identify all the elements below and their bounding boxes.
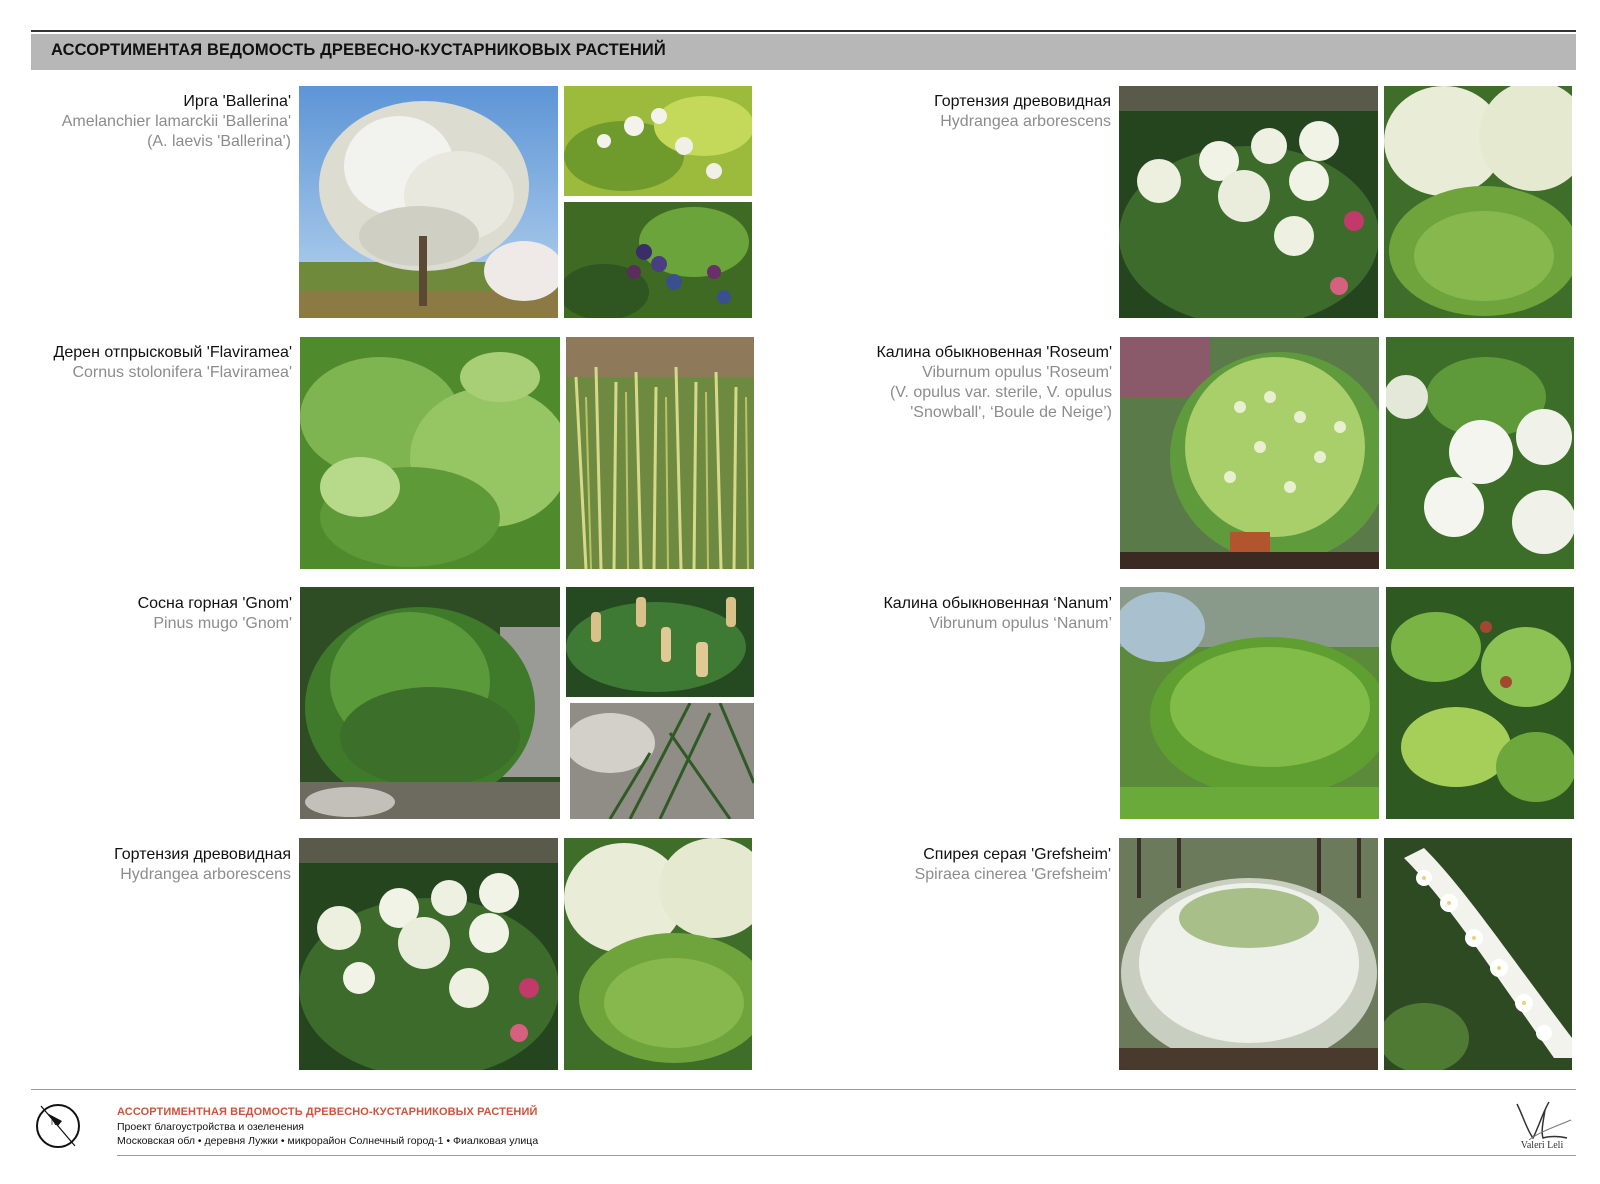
plant-synonym: (V. opulus var. sterile, V. opulus <box>889 384 1112 401</box>
plant-label-cornus <box>2 343 292 383</box>
plant-label-viburnum-roseum <box>782 343 1112 423</box>
photo-viburnum-nanum-leaves <box>1386 587 1574 819</box>
header-rule <box>31 30 1576 32</box>
author-logo-text: Valeri Leli <box>1520 1140 1564 1151</box>
plant-label-spiraea <box>781 845 1111 885</box>
plant-label-amelanchier <box>1 92 291 152</box>
plant-latin-name: Hydrangea arborescens <box>940 113 1111 130</box>
plant-synonym: (A. laevis 'Ballerina') <box>147 133 291 150</box>
plant-common-name: Гортензия древовидная <box>934 93 1111 110</box>
footer-rule-top <box>31 1089 1576 1090</box>
plant-label-viburnum-nanum <box>782 594 1112 634</box>
north-label: N <box>51 1118 57 1127</box>
photo-amelanchier-tree <box>299 86 558 318</box>
plant-common-name: Ирга 'Ballerina' <box>183 93 291 110</box>
photo-amelanchier-berries <box>564 202 752 318</box>
footer-subtitle: Проект благоустройства и озеленения <box>117 1121 304 1133</box>
photo-spiraea-flowers <box>1384 838 1572 1070</box>
photo-amelanchier-flowers <box>564 86 752 196</box>
photo-hydrangea-leaf-right <box>1384 86 1572 318</box>
plant-label-hydrangea-right <box>781 92 1111 132</box>
plant-common-name: Спирея серая 'Grefsheim' <box>923 846 1111 863</box>
plant-common-name: Сосна горная 'Gnom' <box>137 595 292 612</box>
plant-common-name: Калина обыкновенная 'Roseum' <box>876 344 1112 361</box>
photo-pinus-shrub <box>300 587 560 819</box>
photo-cornus-stems <box>566 337 754 569</box>
footer-rule-bottom <box>117 1155 1576 1156</box>
plant-latin-name: Spiraea cinerea 'Grefsheim' <box>914 866 1111 883</box>
photo-cornus-shrub <box>300 337 560 569</box>
photo-hydrangea-shrub-left <box>299 838 558 1070</box>
footer-title: АССОРТИМЕНТНАЯ ВЕДОМОСТЬ ДРЕВЕСНО-КУСТАРНИКОВЫХ РАСТЕНИЙ <box>117 1106 538 1118</box>
plant-label-pinus <box>2 594 292 634</box>
plant-label-hydrangea-left <box>1 845 291 885</box>
plant-latin-name: Pinus mugo 'Gnom' <box>153 615 292 632</box>
plant-latin-name: Cornus stolonifera 'Flaviramea' <box>72 364 292 381</box>
photo-viburnum-roseum-flowers <box>1386 337 1574 569</box>
plant-synonym: 'Snowball', ‘Boule de Neige’) <box>910 404 1112 421</box>
photo-hydrangea-shrub-right <box>1119 86 1378 318</box>
photo-pinus-candles <box>566 587 754 697</box>
plant-latin-name: Amelanchier lamarckii 'Ballerina' <box>61 113 291 130</box>
plant-common-name: Калина обыкновенная ‘Nanum’ <box>883 595 1112 612</box>
photo-spiraea-shrub <box>1119 838 1378 1070</box>
footer-address: Московская обл • деревня Лужки • микрорайон Солнечный город-1 • Фиалковая улица <box>117 1135 539 1147</box>
plant-latin-name: Hydrangea arborescens <box>120 866 291 883</box>
plant-latin-name: Vibrunum opulus ‘Nanum’ <box>929 615 1112 632</box>
plant-common-name: Гортензия древовидная <box>114 846 291 863</box>
photo-viburnum-roseum-shrub <box>1120 337 1379 569</box>
photo-pinus-needles <box>570 703 754 819</box>
photo-hydrangea-leaf-left <box>564 838 752 1070</box>
north-arrow-icon <box>35 1103 81 1149</box>
plant-common-name: Дерен отпрысковый 'Flaviramea' <box>53 344 292 361</box>
photo-viburnum-nanum-shrub <box>1120 587 1379 819</box>
page-title: АССОРТИМЕНТАЯ ВЕДОМОСТЬ ДРЕВЕСНО-КУСТАРНИКОВЫХ РАСТЕНИЙ <box>51 41 666 59</box>
plant-latin-name: Viburnum opulus 'Roseum' <box>922 364 1112 381</box>
